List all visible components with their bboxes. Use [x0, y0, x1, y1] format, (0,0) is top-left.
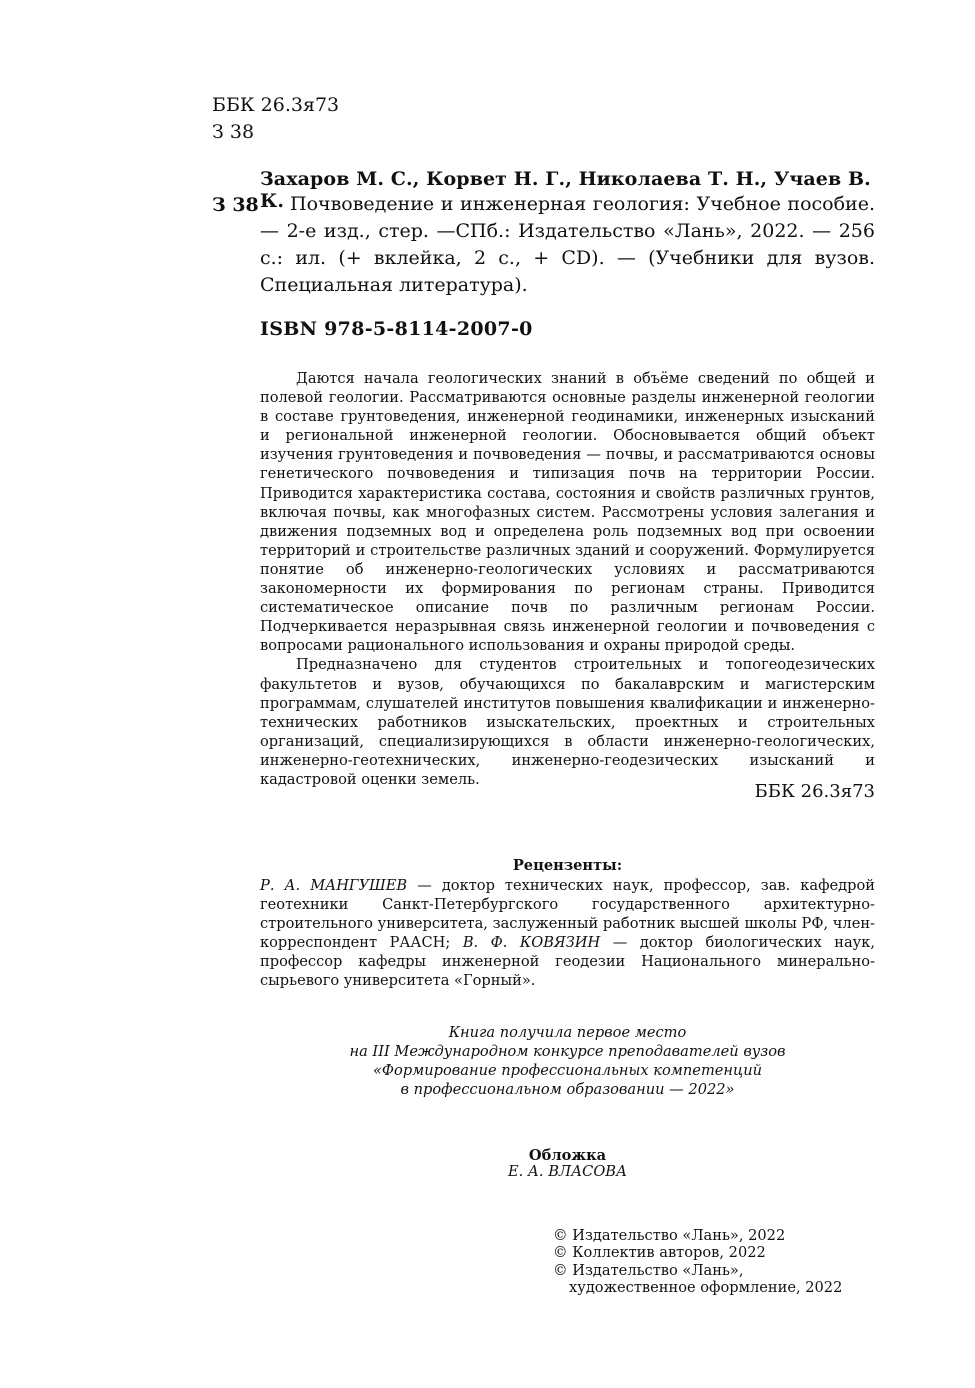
reviewer-1-name: Р. А. МАНГУШЕВ — [260, 877, 408, 894]
bbk-code: ББК 26.3я73 — [212, 94, 340, 116]
reviewer-2-details: — доктор биологических наук, профессор кафедры инженерной геодезии Национального минерально-сырьевого университета «Горный». — [260, 934, 875, 990]
cover-title: Обложка — [528, 1147, 607, 1164]
bbk-code-bottom: ББК 26.3я73 — [754, 781, 875, 802]
cover-artist: Е. А. ВЛАСОВА — [507, 1163, 628, 1180]
authors: Захаров М. С., Корвет Н. Г., Николаева Т. Н., Учаев В. К. — [260, 168, 871, 212]
award-line-1: Книга получила первое место — [448, 1024, 687, 1041]
award-line-2: на III Международном конкурсе преподавателей вузов — [349, 1043, 786, 1061]
award-line-3: «Формирование профессиональных компетенций — [372, 1062, 763, 1080]
annotation — [260, 369, 875, 789]
author-mark: З 38 — [212, 121, 255, 143]
bibliographic-description — [260, 191, 875, 299]
copyright-line-4: художественное оформление, 2022 — [569, 1279, 843, 1297]
description-text: Почвоведение и инженерная геология: Учебное пособие. — 2-е изд., стер. —СПб.: Издательство «Лань», 2022. — 256 с.: ил. (+ вклейка, 2 с., + CD). — (Учебники для вузов. Специальная литература). — [260, 193, 875, 296]
copyright-line-1: © Издательство «Лань», 2022 — [553, 1227, 786, 1244]
header-block — [212, 92, 339, 146]
annotation-paragraph-1: Даются начала геологических знаний в объёме сведений по общей и полевой геологии. Рассматриваются основные разделы инженерной геологии в составе грунтоведения, инженерной геодинамики, инженерных изысканий и региональной инженерной геологии. Обосновывается общий объект изучения грунтоведения и почвоведения — почвы, и рассматриваются основы генетического почвоведения и типизация почв на территории России. Приводится характеристика состава, состояния и свойств различных грунтов, включая почвы, как многофазных систем. Рассмотрены условия залегания и движения подземных вод и определена роль подземных вод при освоении территорий и строительстве различных зданий и сооружений. Формулируется понятие об инженерно-геологических условиях и рассматриваются закономерности их формирования по регионам страны. Приводится систематическое описание почв по различным регионам России. Подчеркивается неразрывная связь инженерной геологии и почвоведения с вопросами рационального использования и охраны природой среды. — [260, 370, 875, 655]
reviewers-text — [260, 876, 875, 991]
author-mark-side: З 38 — [212, 194, 259, 216]
copyright-block — [553, 1227, 842, 1297]
copyright-line-2: © Коллектив авторов, 2022 — [553, 1244, 766, 1262]
reviewers-title: Рецензенты: — [512, 857, 623, 874]
award-note — [260, 1023, 875, 1099]
annotation-paragraph-2: Предназначено для студентов строительных и топогеодезических факультетов и вузов, обучающихся по бакалаврским и магистерским программам, слушателей институтов повышения квалификации и инженерно-технических работников изыскательских, проектных и строительных организаций, специализирующихся в области инженерно-геологических, инженерно-геотехнических, инженерно-геодезических изысканий и кадастровой оценки земель. — [260, 656, 875, 788]
reviewer-1-details: — доктор технических наук, профессор, зав. кафедрой геотехники Санкт-Петербургского государственного архитектурно-строительного университета, заслуженный работник высшей школы РФ, член-корреспондент РААСН; — [260, 877, 876, 952]
isbn: ISBN 978-5-8114-2007-0 — [260, 318, 533, 340]
award-line-4: в профессиональном образовании — 2022» — [400, 1081, 735, 1099]
copyright-line-3: © Издательство «Лань», — [553, 1261, 744, 1279]
reviewer-2-name: В. Ф. КОВЯЗИН — [462, 934, 601, 952]
